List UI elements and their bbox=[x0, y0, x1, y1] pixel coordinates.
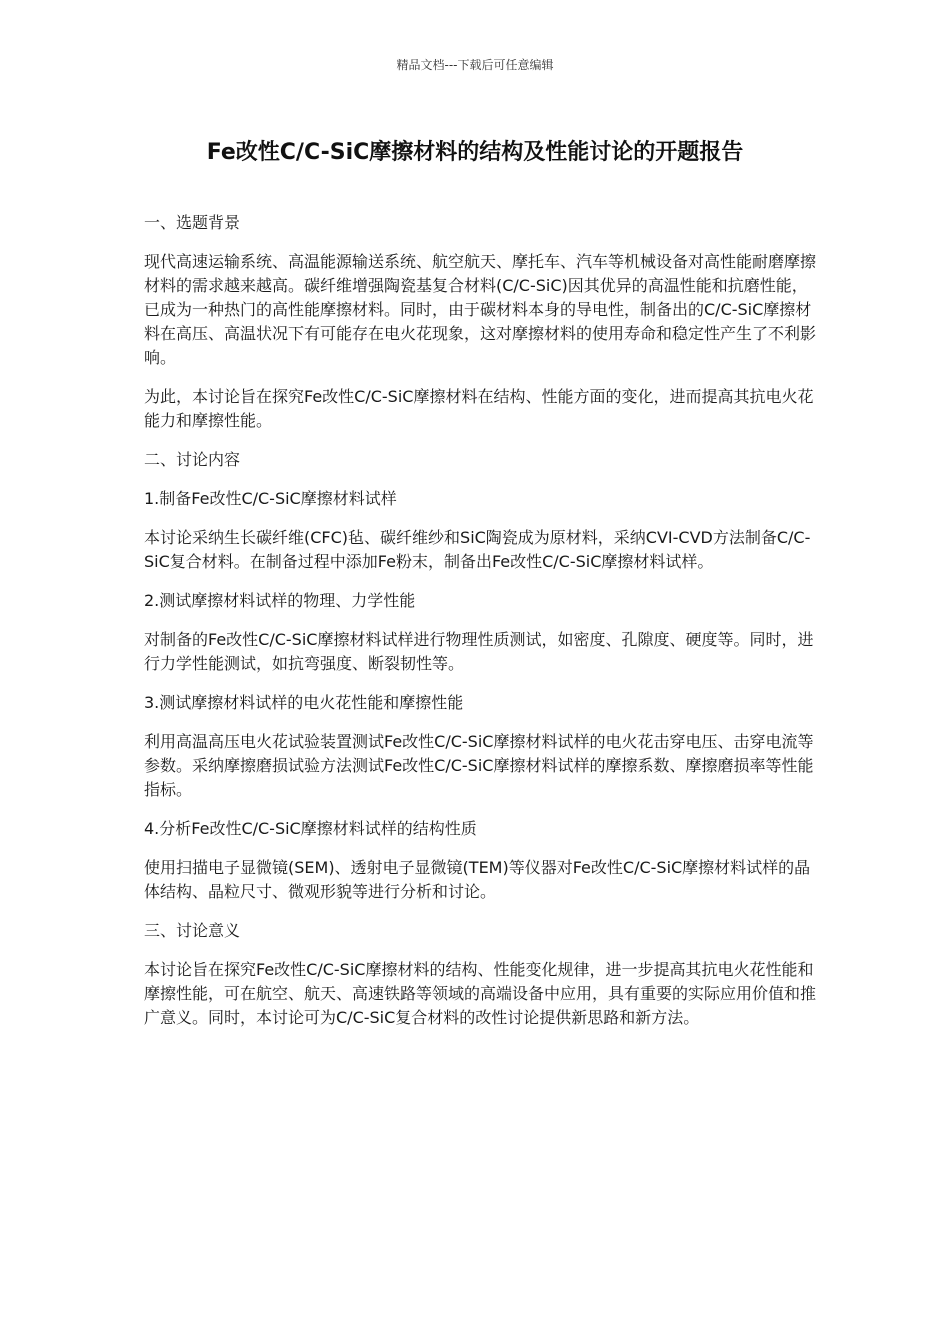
body-paragraph: 对制备的Fe改性C/C-SiC摩擦材料试样进行物理性质测试，如密度、孔隙度、硬度等。同时，进行力学性能测试，如抗弯强度、断裂韧性等。 bbox=[144, 630, 814, 673]
subsection-heading: 2.测试摩擦材料试样的物理、力学性能 bbox=[144, 591, 416, 610]
subsection-heading: 1.制备Fe改性C/C-SiC摩擦材料试样 bbox=[144, 489, 397, 508]
subsection-heading: 4.分析Fe改性C/C-SiC摩擦材料试样的结构性质 bbox=[144, 819, 477, 838]
section-heading: 一、选题背景 bbox=[144, 213, 241, 232]
body-paragraph: 现代高速运输系统、高温能源输送系统、航空航天、摩托车、汽车等机械设备对高性能耐磨摩擦材料的需求越来越高。碳纤维增强陶瓷基复合材料(C/C-SiC)因其优异的高温性能和抗磨性能，已成为一种热门的高性能摩擦材料。同时，由于碳材料本身的导电性，制备出的C/C-SiC摩擦材料在高压、高温状况下有可能存在电火花现象，这对摩擦材料的使用寿命和稳定性产生了不利影响。 bbox=[144, 252, 817, 367]
body-paragraph: 本讨论采纳生长碳纤维(CFC)毡、碳纤维纱和SiC陶瓷成为原材料，采纳CVI-CVD方法制备C/C-SiC复合材料。在制备过程中添加Fe粉末，制备出Fe改性C/C-SiC摩擦材料试样。 bbox=[144, 528, 811, 571]
page-header: 精品文档---下载后可任意编辑 bbox=[396, 58, 554, 72]
body-paragraph: 使用扫描电子显微镜(SEM)、透射电子显微镜(TEM)等仪器对Fe改性C/C-SiC摩擦材料试样的晶体结构、晶粒尺寸、微观形貌等进行分析和讨论。 bbox=[144, 858, 811, 901]
body-paragraph: 为此，本讨论旨在探究Fe改性C/C-SiC摩擦材料在结构、性能方面的变化，进而提高其抗电火花能力和摩擦性能。 bbox=[144, 387, 814, 430]
document-body bbox=[144, 211, 819, 1045]
section-heading: 二、讨论内容 bbox=[144, 450, 241, 469]
body-paragraph: 本讨论旨在探究Fe改性C/C-SiC摩擦材料的结构、性能变化规律，进一步提高其抗电火花性能和摩擦性能，可在航空、航天、高速铁路等领域的高端设备中应用，具有重要的实际应用价值和推广意义。同时，本讨论可为C/C-SiC复合材料的改性讨论提供新思路和新方法。 bbox=[144, 960, 817, 1027]
body-paragraph: 利用高温高压电火花试验装置测试Fe改性C/C-SiC摩擦材料试样的电火花击穿电压、击穿电流等参数。采纳摩擦磨损试验方法测试Fe改性C/C-SiC摩擦材料试样的摩擦系数、摩擦磨损率等性能指标。 bbox=[144, 732, 814, 799]
document-title: Fe改性C/C-SiC摩擦材料的结构及性能讨论的开题报告 bbox=[206, 140, 744, 165]
subsection-heading: 3.测试摩擦材料试样的电火花性能和摩擦性能 bbox=[144, 693, 464, 712]
section-heading: 三、讨论意义 bbox=[144, 921, 241, 940]
